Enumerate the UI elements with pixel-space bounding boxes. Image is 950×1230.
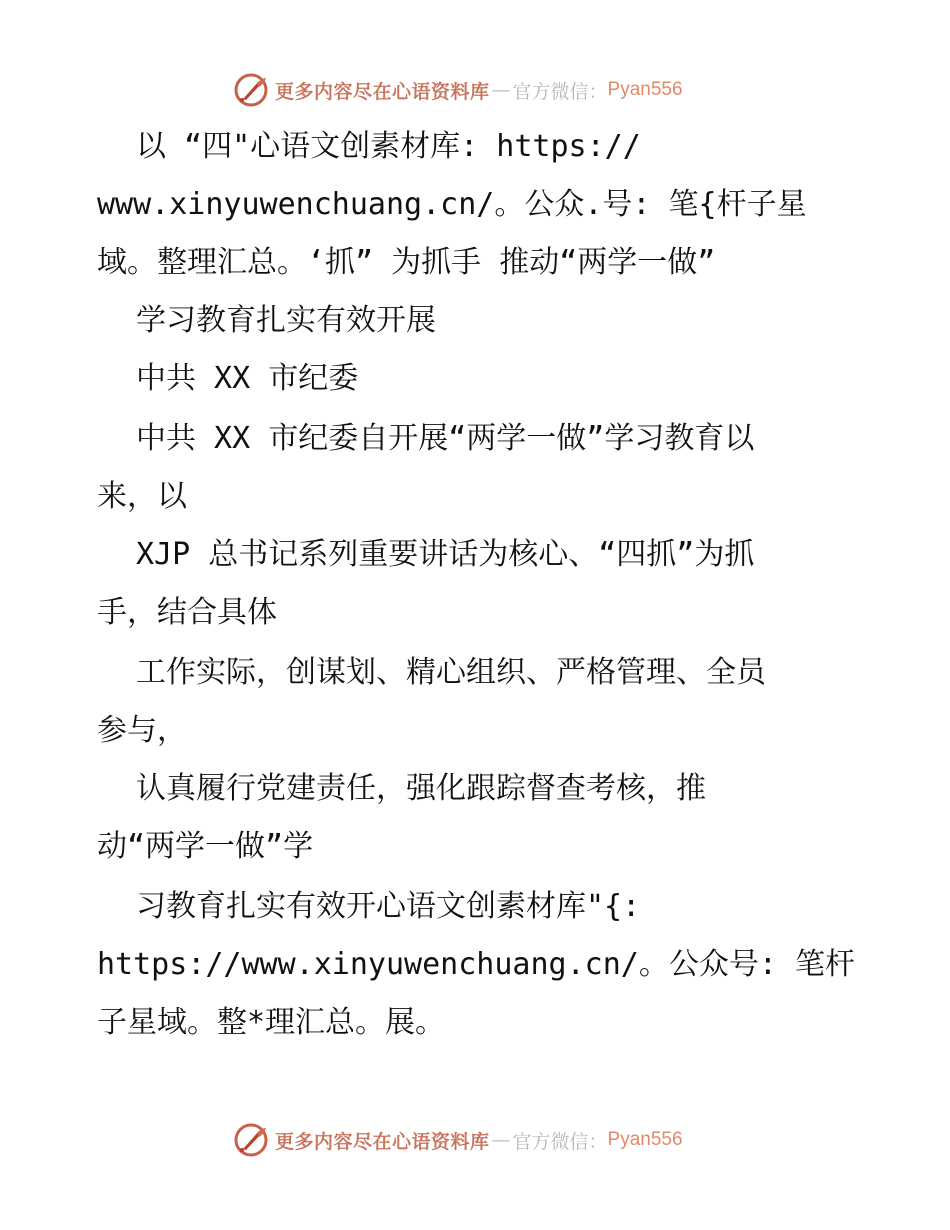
quill-logo-icon	[233, 1122, 269, 1158]
body-line-4: 学习教育扎实有效开展	[136, 303, 436, 338]
banner-dash: —	[491, 79, 511, 101]
banner-wechat-id: Pyan556	[607, 79, 683, 100]
body-line-6: 中共 XX 市纪委自开展“两学一做”学习教育以	[136, 421, 755, 456]
banner-brand-text: 更多内容尽在心语资料库	[275, 80, 490, 103]
banner-wechat-label: 官方微信：	[512, 1130, 608, 1153]
body-line-13: 动“两学一做”学	[97, 829, 314, 864]
body-line-7: 来，以	[97, 479, 187, 514]
body-line-12: 认真履行党建责任，强化跟踪督查考核，推	[136, 771, 706, 806]
quill-logo-icon	[233, 72, 269, 108]
header-banner	[233, 70, 683, 110]
body-line-15: https://www.xinyuwenchuang.cn/。公众号: 笔杆	[97, 947, 855, 982]
body-line-8: XJP 总书记系列重要讲话为核心、“四抓”为抓	[136, 537, 755, 572]
banner-dash: —	[491, 1129, 511, 1151]
body-line-5: 中共 XX 市纪委	[136, 361, 359, 396]
body-line-16: 子星域。整*理汇总。展。	[97, 1005, 446, 1040]
body-line-11: 参与，	[97, 713, 187, 748]
body-line-3: 域。整理汇总。‘抓” 为抓手 推动“两学一做”	[97, 245, 716, 280]
body-line-2: www.xinyuwenchuang.cn/。公众.号: 笔{杆子星	[97, 187, 807, 222]
footer-banner	[233, 1120, 683, 1160]
banner-wechat-label: 官方微信：	[512, 80, 608, 103]
body-line-9: 手，结合具体	[97, 595, 277, 630]
body-line-14: 习教育扎实有效开心语文创素材库"{:	[136, 889, 641, 924]
body-line-10: 工作实际，创谋划、精心组织、严格管理、全员	[136, 655, 766, 690]
banner-wechat-id: Pyan556	[607, 1129, 683, 1150]
banner-brand-text: 更多内容尽在心语资料库	[275, 1130, 490, 1153]
body-line-1: 以 “四"心语文创素材库: https://	[136, 129, 641, 164]
